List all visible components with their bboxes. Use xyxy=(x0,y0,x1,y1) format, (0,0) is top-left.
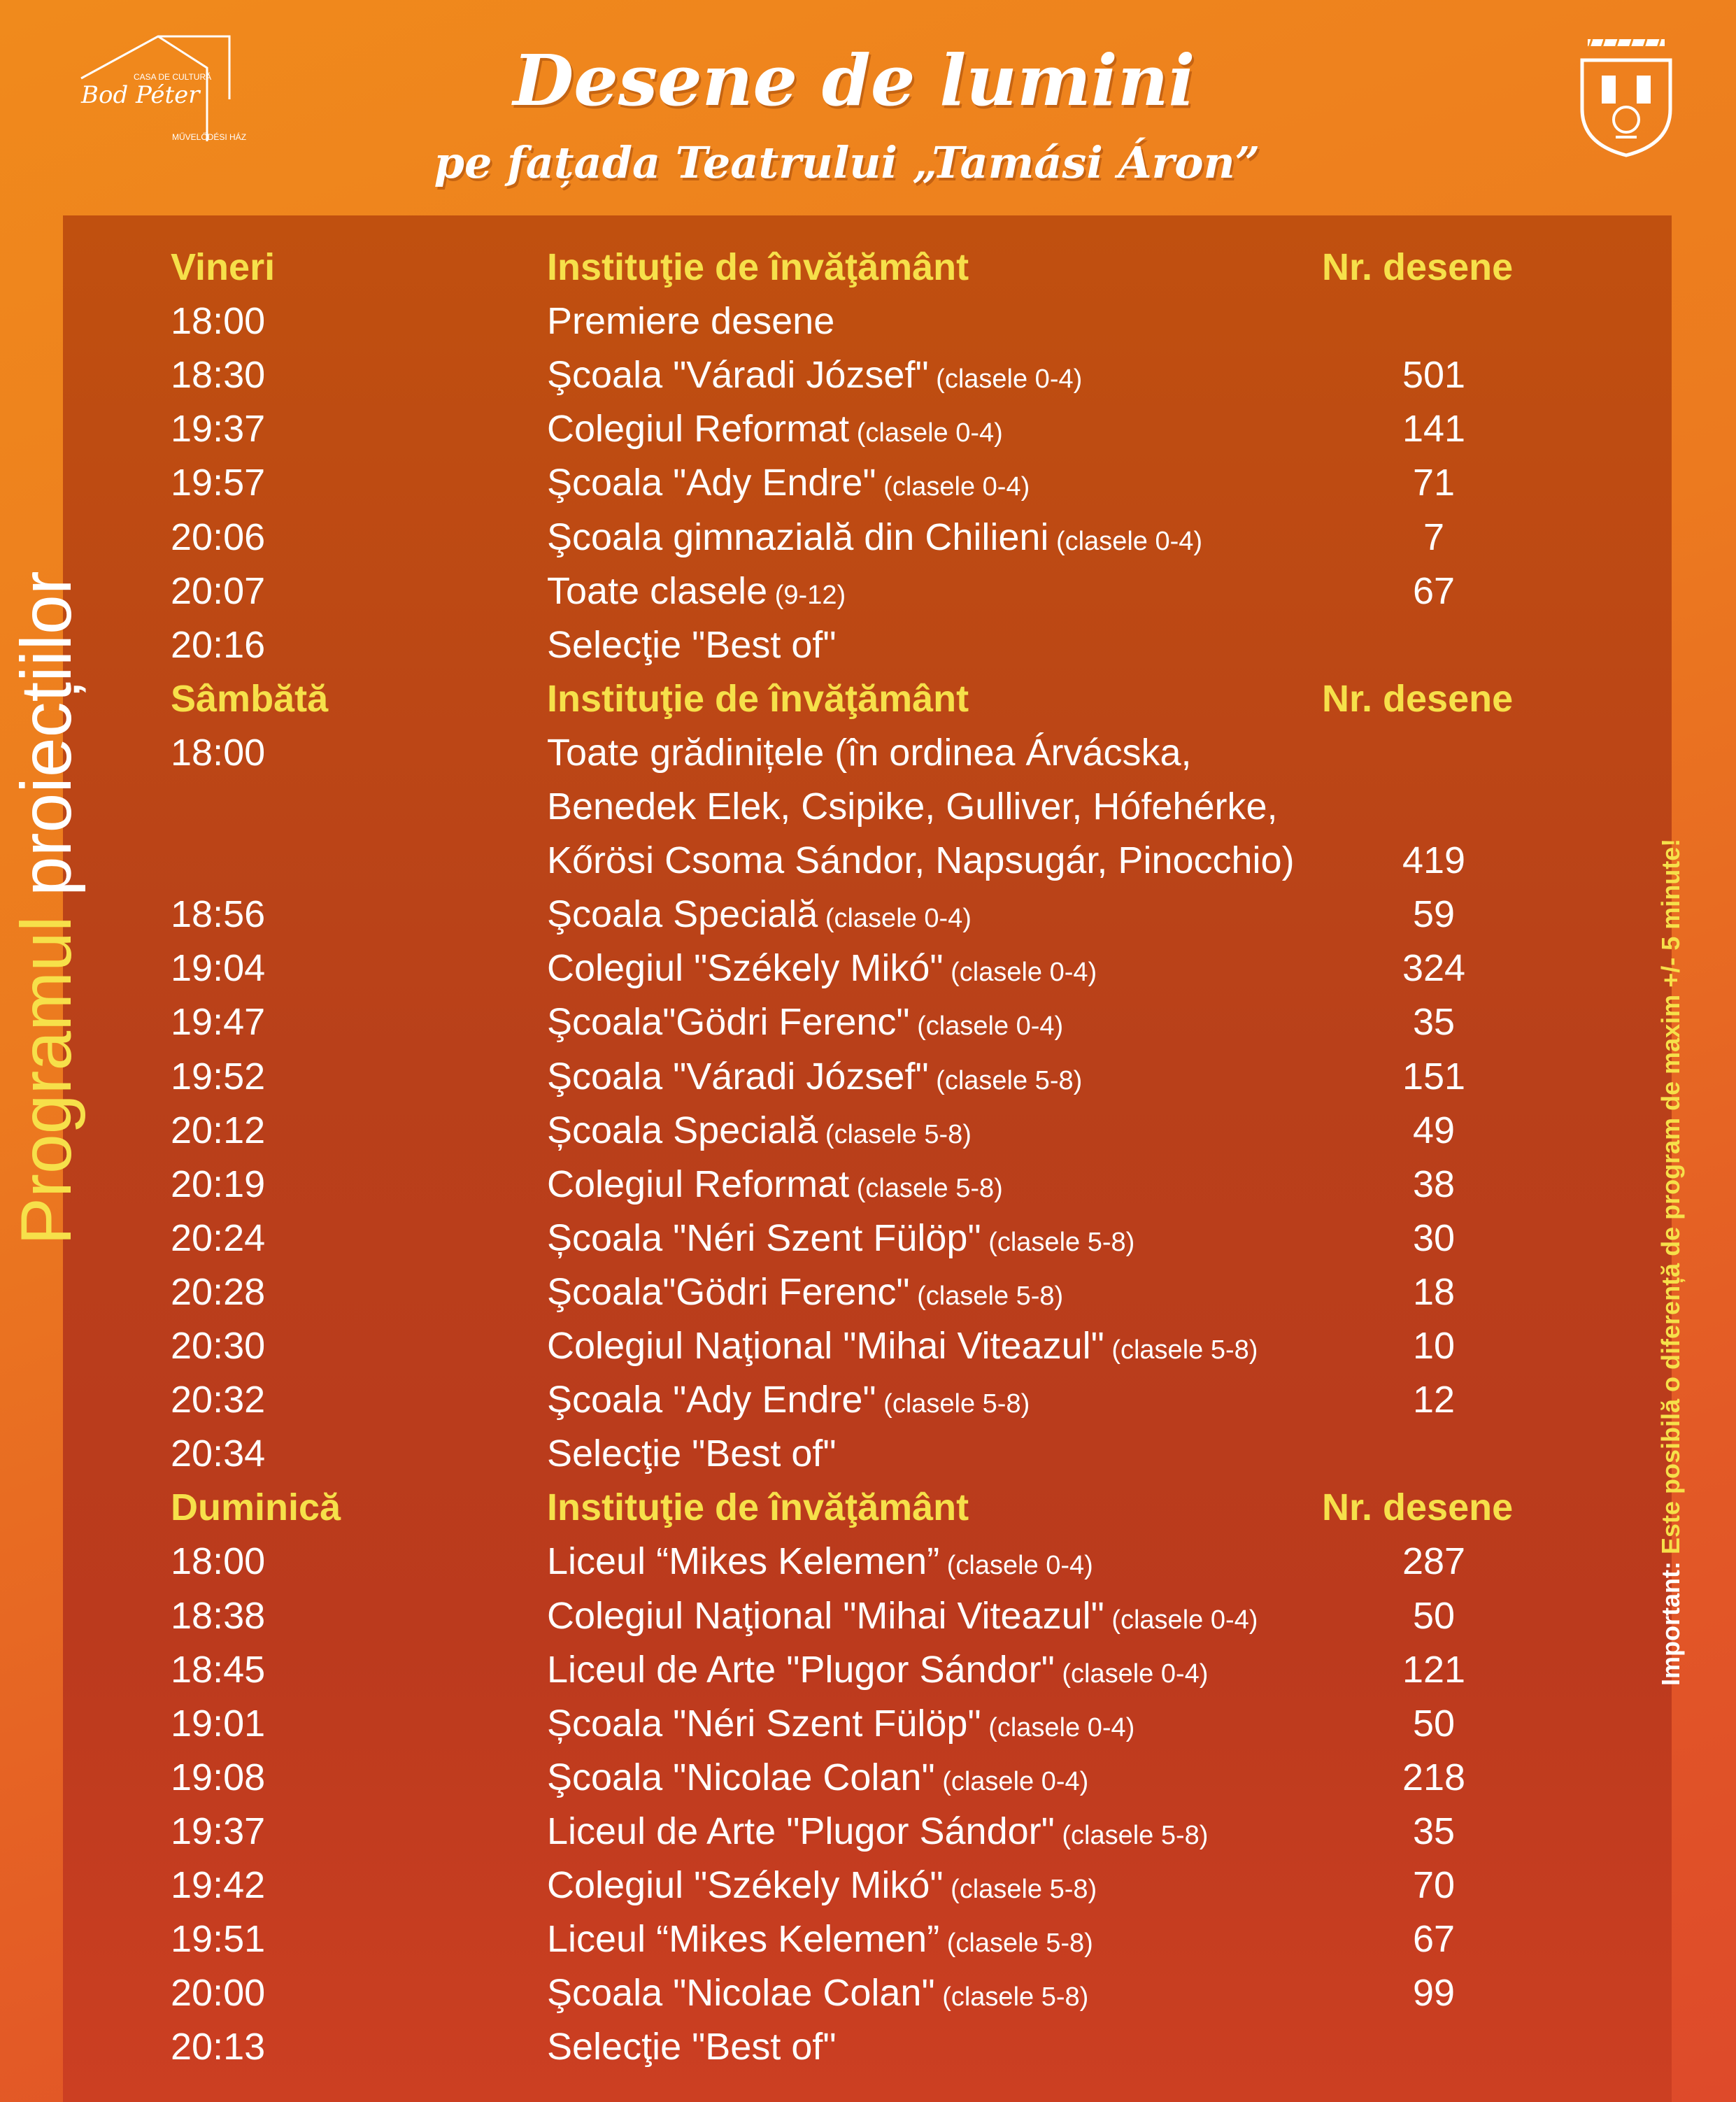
institution-cell xyxy=(547,294,834,348)
institution-cell xyxy=(547,1319,1258,1377)
institution-name: Şcoala"Gödri Ferenc" xyxy=(547,1001,910,1044)
institution-name: Colegiul Naţional "Mihai Viteazul" xyxy=(547,1594,1104,1637)
institution-cell xyxy=(547,1535,1093,1592)
schedule-row xyxy=(0,2020,1736,2073)
institution-cell xyxy=(547,888,972,945)
time-cell: 18:38 xyxy=(171,1594,266,1637)
schedule-row xyxy=(0,511,1736,564)
institution-name: Toate clasele xyxy=(547,569,768,612)
drawings-count: 67 xyxy=(1412,569,1456,612)
day-header-row xyxy=(0,241,1736,294)
time-cell: 20:16 xyxy=(171,623,266,666)
logo-small-top-text: CASA DE CULTURĂ xyxy=(134,72,212,82)
institution-name: Selecţie "Best of" xyxy=(547,2026,837,2068)
class-range-note: (clasele 5-8) xyxy=(981,1227,1135,1257)
time-cell: 19:01 xyxy=(171,1702,266,1745)
institution-cell xyxy=(547,834,1295,887)
schedule-row xyxy=(0,1697,1736,1750)
time-cell: 20:07 xyxy=(171,569,266,612)
schedule-row xyxy=(0,1158,1736,1211)
drawings-count: 59 xyxy=(1412,893,1456,936)
logo-script-text: Bod Péter xyxy=(81,81,200,109)
institution-name: Școala "Néri Szent Fülöp" xyxy=(547,1216,981,1259)
day-header-row xyxy=(0,1481,1736,1534)
drawings-count: 141 xyxy=(1402,408,1466,450)
institution-name: Şcoala "Ady Endre" xyxy=(547,462,876,504)
column-header-institution: Instituţie de învăţământ xyxy=(547,1486,969,1529)
drawings-count: 18 xyxy=(1412,1270,1456,1313)
logo-small-bottom-text: MŰVELŐDÉSI HÁZ xyxy=(172,132,247,142)
institution-name: Liceul de Arte "Plugor Sándor" xyxy=(547,1810,1055,1852)
drawings-count: 38 xyxy=(1412,1163,1456,1205)
institution-cell xyxy=(547,1643,1208,1700)
institution-cell xyxy=(547,1427,837,1480)
institution-name: Kőrösi Csoma Sándor, Napsugár, Pinocchio) xyxy=(547,839,1295,882)
schedule-row xyxy=(0,1319,1736,1372)
institution-name: Şcoala "Váradi József" xyxy=(547,354,929,397)
class-range-note: (clasele 0-4) xyxy=(928,364,1083,395)
institution-name: Şcoala "Nicolae Colan" xyxy=(547,1972,935,2015)
schedule-row xyxy=(0,1643,1736,1696)
drawings-count: 12 xyxy=(1412,1379,1456,1421)
institution-cell xyxy=(547,511,1202,568)
time-cell: 18:30 xyxy=(171,354,266,397)
institution-cell xyxy=(547,1589,1258,1647)
class-range-note: (clasele 0-4) xyxy=(876,472,1030,502)
class-range-note: (clasele 5-8) xyxy=(1104,1335,1258,1365)
schedule-row xyxy=(0,618,1736,672)
institution-name: Școala Specială xyxy=(547,1109,818,1151)
institution-name: Liceul de Arte "Plugor Sándor" xyxy=(547,1648,1055,1691)
drawings-count: 71 xyxy=(1412,462,1456,504)
drawings-count: 419 xyxy=(1402,839,1466,882)
drawings-count: 67 xyxy=(1412,1918,1456,1961)
time-cell: 19:37 xyxy=(171,408,266,450)
institution-cell xyxy=(547,1912,1093,1970)
schedule-row xyxy=(0,402,1736,455)
schedule-row xyxy=(0,995,1736,1049)
institution-name: Benedek Elek, Csipike, Gulliver, Hófehérke, xyxy=(547,786,1278,828)
drawings-count: 7 xyxy=(1423,516,1445,558)
class-range-note: (clasele 5-8) xyxy=(818,1119,972,1149)
time-cell: 18:00 xyxy=(171,300,266,343)
institution-cell xyxy=(547,618,837,672)
institution-name: Selecţie "Best of" xyxy=(547,1433,837,1475)
time-cell: 18:00 xyxy=(171,731,266,774)
drawings-count: 35 xyxy=(1412,1001,1456,1044)
time-cell: 20:28 xyxy=(171,1270,266,1313)
institution-cell xyxy=(547,995,1063,1053)
drawings-count: 50 xyxy=(1412,1594,1456,1637)
institution-cell xyxy=(547,1104,972,1161)
schedule-row xyxy=(0,294,1736,348)
column-header-count: Nr. desene xyxy=(1322,246,1514,288)
class-range-note: (clasele 0-4) xyxy=(849,418,1003,448)
drawings-count: 49 xyxy=(1412,1109,1456,1151)
time-cell: 20:13 xyxy=(171,2026,266,2068)
institution-cell xyxy=(547,1265,1063,1323)
schedule-row xyxy=(0,1427,1736,1480)
drawings-count: 35 xyxy=(1412,1810,1456,1852)
page-title: Desene de lumini xyxy=(513,39,1195,122)
time-cell: 20:19 xyxy=(171,1163,266,1205)
time-cell: 18:56 xyxy=(171,893,266,936)
institution-cell xyxy=(547,1859,1097,1916)
time-cell: 20:00 xyxy=(171,1972,266,2015)
institution-name: Colegiul Reformat xyxy=(547,408,850,450)
institution-name: Şcoala "Váradi József" xyxy=(547,1055,929,1098)
institution-name: Liceul “Mikes Kelemen” xyxy=(547,1918,940,1961)
class-range-note: (9-12) xyxy=(767,580,846,610)
program-word: Programul xyxy=(6,916,86,1245)
important-label: Important: xyxy=(1656,1561,1685,1686)
column-header-institution: Instituţie de învăţământ xyxy=(547,246,969,288)
time-cell: 19:51 xyxy=(171,1918,266,1961)
class-range-note: (clasele 0-4) xyxy=(1104,1605,1258,1635)
class-range-note: (clasele 0-4) xyxy=(1048,526,1203,556)
institution-cell xyxy=(547,1805,1208,1862)
institution-name: Colegiul "Székely Mikó" xyxy=(547,947,944,990)
time-cell: 20:24 xyxy=(171,1216,266,1259)
class-range-note: (clasele 5-8) xyxy=(939,1929,1093,1959)
time-cell: 20:06 xyxy=(171,516,266,558)
drawings-count: 218 xyxy=(1402,1756,1466,1798)
class-range-note: (clasele 0-4) xyxy=(939,1551,1093,1581)
institution-cell xyxy=(547,1158,1003,1215)
day-header-row xyxy=(0,672,1736,725)
schedule-row xyxy=(0,1212,1736,1265)
drawings-count: 50 xyxy=(1412,1702,1456,1745)
institution-cell xyxy=(547,942,1097,999)
time-cell: 19:42 xyxy=(171,1864,266,1906)
institution-name: Şcoala gimnazială din Chilieni xyxy=(547,516,1049,558)
institution-name: Şcoala "Ady Endre" xyxy=(547,1379,876,1421)
institution-cell xyxy=(547,780,1278,833)
drawings-count: 287 xyxy=(1402,1540,1466,1583)
schedule-row xyxy=(0,834,1736,887)
institution-name: Școala "Néri Szent Fülöp" xyxy=(547,1702,981,1745)
institution-name: Colegiul Reformat xyxy=(547,1163,850,1205)
time-cell: 20:34 xyxy=(171,1433,266,1475)
schedule-row xyxy=(0,1104,1736,1157)
schedule-row xyxy=(0,888,1736,941)
schedule-row xyxy=(0,456,1736,509)
schedule-row xyxy=(0,1966,1736,2019)
drawings-count: 30 xyxy=(1412,1216,1456,1259)
schedule-row xyxy=(0,1912,1736,1966)
institution-name: Premiere desene xyxy=(547,300,835,343)
class-range-note: (clasele 5-8) xyxy=(934,1982,1089,2012)
schedule-row xyxy=(0,348,1736,402)
time-cell: 20:12 xyxy=(171,1109,266,1151)
schedule-row xyxy=(0,1751,1736,1804)
schedule-row xyxy=(0,1859,1736,1912)
drawings-count: 501 xyxy=(1402,354,1466,397)
day-name: Sâmbătă xyxy=(171,677,329,720)
institution-name: Colegiul "Székely Mikó" xyxy=(547,1864,944,1906)
institution-cell xyxy=(547,1212,1134,1269)
schedule-row xyxy=(0,1265,1736,1319)
time-cell: 19:37 xyxy=(171,1810,266,1852)
time-cell: 19:57 xyxy=(171,462,266,504)
class-range-note: (clasele 0-4) xyxy=(943,958,1097,988)
drawings-count: 121 xyxy=(1402,1648,1466,1691)
schedule-row xyxy=(0,726,1736,779)
drawings-count: 324 xyxy=(1402,947,1466,990)
institution-cell xyxy=(547,1697,1134,1754)
institution-cell xyxy=(547,1751,1088,1808)
institution-cell xyxy=(547,1373,1030,1430)
class-range-note: (clasele 0-4) xyxy=(818,904,972,934)
class-range-note: (clasele 5-8) xyxy=(849,1173,1003,1203)
column-header-institution: Instituţie de învăţământ xyxy=(547,677,969,720)
class-range-note: (clasele 5-8) xyxy=(909,1281,1064,1311)
column-header-count: Nr. desene xyxy=(1322,677,1514,720)
day-name: Duminică xyxy=(171,1486,341,1529)
time-cell: 20:32 xyxy=(171,1379,266,1421)
class-range-note: (clasele 0-4) xyxy=(1054,1659,1209,1689)
class-range-note: (clasele 5-8) xyxy=(943,1875,1097,1904)
institution-name: Colegiul Naţional "Mihai Viteazul" xyxy=(547,1325,1104,1367)
institution-cell xyxy=(547,2020,837,2073)
time-cell: 18:00 xyxy=(171,1540,266,1583)
drawings-count: 10 xyxy=(1412,1325,1456,1367)
institution-name: Şcoala "Nicolae Colan" xyxy=(547,1756,935,1798)
time-cell: 19:08 xyxy=(171,1756,266,1798)
class-range-note: (clasele 5-8) xyxy=(928,1065,1083,1095)
time-cell: 20:30 xyxy=(171,1325,266,1367)
schedule-row xyxy=(0,1535,1736,1588)
drawings-count: 151 xyxy=(1402,1055,1466,1098)
class-range-note: (clasele 0-4) xyxy=(934,1766,1089,1796)
important-text: Este posibilă o diferență de program de maxim +/- 5 minute! xyxy=(1656,838,1685,1562)
institution-cell xyxy=(547,564,846,622)
institution-name: Toate grădinițele (în ordinea Árvácska, xyxy=(547,731,1192,774)
class-range-note: (clasele 0-4) xyxy=(981,1712,1135,1742)
schedule-row xyxy=(0,1373,1736,1426)
institution-cell xyxy=(547,348,1082,406)
schedule-row xyxy=(0,564,1736,618)
schedule-row xyxy=(0,780,1736,833)
time-cell: 19:52 xyxy=(171,1055,266,1098)
institution-name: Şcoala"Gödri Ferenc" xyxy=(547,1270,910,1313)
schedule-row xyxy=(0,1805,1736,1858)
class-range-note: (clasele 5-8) xyxy=(876,1389,1030,1419)
schedule-row xyxy=(0,942,1736,995)
institution-cell xyxy=(547,1966,1088,2024)
class-range-note: (clasele 5-8) xyxy=(1054,1820,1209,1850)
institution-name: Liceul “Mikes Kelemen” xyxy=(547,1540,940,1583)
institution-name: Selecţie "Best of" xyxy=(547,623,837,666)
schedule-row xyxy=(0,1589,1736,1642)
time-cell: 19:04 xyxy=(171,947,266,990)
day-name: Vineri xyxy=(171,246,276,288)
institution-name: Şcoala Specială xyxy=(547,893,818,936)
institution-cell xyxy=(547,402,1003,460)
institution-cell xyxy=(547,726,1192,779)
drawings-count: 99 xyxy=(1412,1972,1456,2015)
column-header-count: Nr. desene xyxy=(1322,1486,1514,1529)
drawings-count: 70 xyxy=(1412,1864,1456,1906)
time-cell: 18:45 xyxy=(171,1648,266,1691)
institution-cell xyxy=(547,456,1030,513)
schedule-row xyxy=(0,1050,1736,1103)
class-range-note: (clasele 0-4) xyxy=(909,1011,1064,1042)
time-cell: 19:47 xyxy=(171,1001,266,1044)
page-subtitle: pe fațada Teatrului „Tamási Áron” xyxy=(434,137,1260,188)
projections-word: proiecțiilor xyxy=(6,571,86,916)
institution-cell xyxy=(547,1050,1082,1107)
